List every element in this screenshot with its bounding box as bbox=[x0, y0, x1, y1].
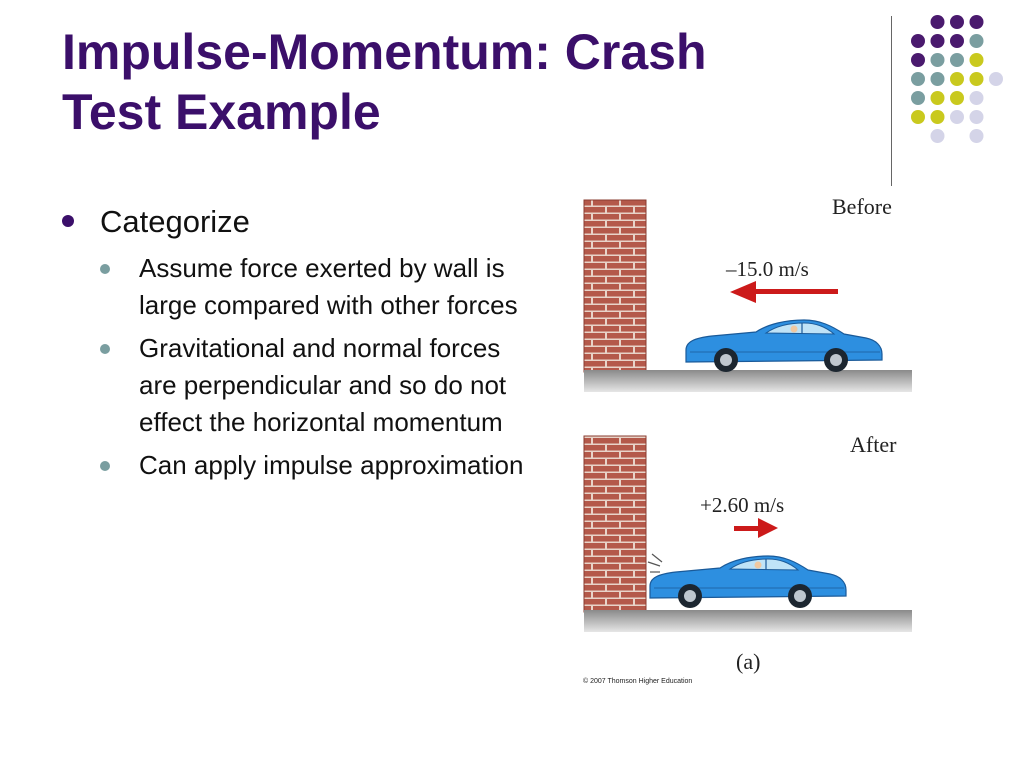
sub-bullet-list bbox=[62, 250, 532, 484]
decorative-dot bbox=[970, 110, 984, 124]
after-velocity-label: +2.60 m/s bbox=[700, 493, 785, 517]
decorative-dot bbox=[950, 72, 964, 86]
bullet-main-text: Categorize bbox=[100, 204, 250, 239]
impact-lines-icon bbox=[648, 554, 662, 572]
sub-bullet-dot-icon bbox=[100, 264, 110, 274]
after-label: After bbox=[850, 432, 897, 457]
sub-bullet-text: Assume force exerted by wall is large compared with other forces bbox=[139, 253, 518, 320]
slide-title bbox=[62, 22, 862, 142]
decorative-dot bbox=[950, 110, 964, 124]
decorative-dot bbox=[931, 110, 945, 124]
after-panel bbox=[584, 432, 912, 674]
slide-title-line-2: Test Example bbox=[62, 84, 381, 140]
decorative-dot bbox=[931, 53, 945, 67]
bullet-list bbox=[62, 200, 532, 490]
decorative-dot bbox=[911, 34, 925, 48]
decorative-dot bbox=[970, 91, 984, 105]
brick-wall-icon bbox=[584, 436, 646, 612]
decorative-dot bbox=[970, 72, 984, 86]
decorative-dot bbox=[931, 15, 945, 29]
crash-test-figure bbox=[578, 192, 918, 692]
decorative-divider bbox=[891, 16, 892, 186]
decorative-dot bbox=[911, 91, 925, 105]
decorative-dot bbox=[950, 91, 964, 105]
sub-bullet-dot-icon bbox=[100, 344, 110, 354]
sub-bullet-text: Can apply impulse approximation bbox=[139, 450, 524, 480]
before-label: Before bbox=[832, 194, 892, 219]
car-after-icon bbox=[650, 556, 846, 608]
decorative-dot bbox=[950, 15, 964, 29]
sub-bullet-dot-icon bbox=[100, 461, 110, 471]
left-arrow-icon bbox=[730, 281, 838, 303]
figure-caption: (a) bbox=[736, 649, 761, 674]
right-arrow-icon bbox=[734, 518, 778, 538]
slide-title-line-1: Impulse-Momentum: Crash bbox=[62, 24, 707, 80]
decorative-dot bbox=[911, 72, 925, 86]
decorative-dot bbox=[970, 129, 984, 143]
decorative-dot bbox=[931, 72, 945, 86]
sub-bullet-item bbox=[100, 447, 532, 484]
decorative-dot bbox=[931, 34, 945, 48]
decorative-dot bbox=[989, 72, 1003, 86]
ground-strip bbox=[584, 610, 912, 632]
car-before-icon bbox=[686, 320, 882, 372]
decorative-dot bbox=[911, 53, 925, 67]
decorative-dot bbox=[950, 34, 964, 48]
before-panel bbox=[584, 194, 912, 392]
decorative-dot bbox=[970, 34, 984, 48]
bullet-dot-icon bbox=[62, 215, 74, 227]
brick-wall-icon bbox=[584, 200, 646, 372]
ground-strip bbox=[584, 370, 912, 392]
sub-bullet-item bbox=[100, 250, 532, 324]
decorative-dot bbox=[911, 110, 925, 124]
decorative-dot bbox=[950, 53, 964, 67]
decorative-dot bbox=[931, 129, 945, 143]
bullet-main bbox=[62, 200, 532, 244]
sub-bullet-text: Gravitational and normal forces are perpendicular and so do not effect the horizontal momentum bbox=[139, 333, 507, 437]
figure-credit: © 2007 Thomson Higher Education bbox=[583, 678, 693, 685]
decorative-dot bbox=[970, 53, 984, 67]
sub-bullet-item bbox=[100, 330, 532, 441]
decorative-dot bbox=[931, 91, 945, 105]
decorative-dot bbox=[970, 15, 984, 29]
before-velocity-label: –15.0 m/s bbox=[726, 257, 809, 281]
